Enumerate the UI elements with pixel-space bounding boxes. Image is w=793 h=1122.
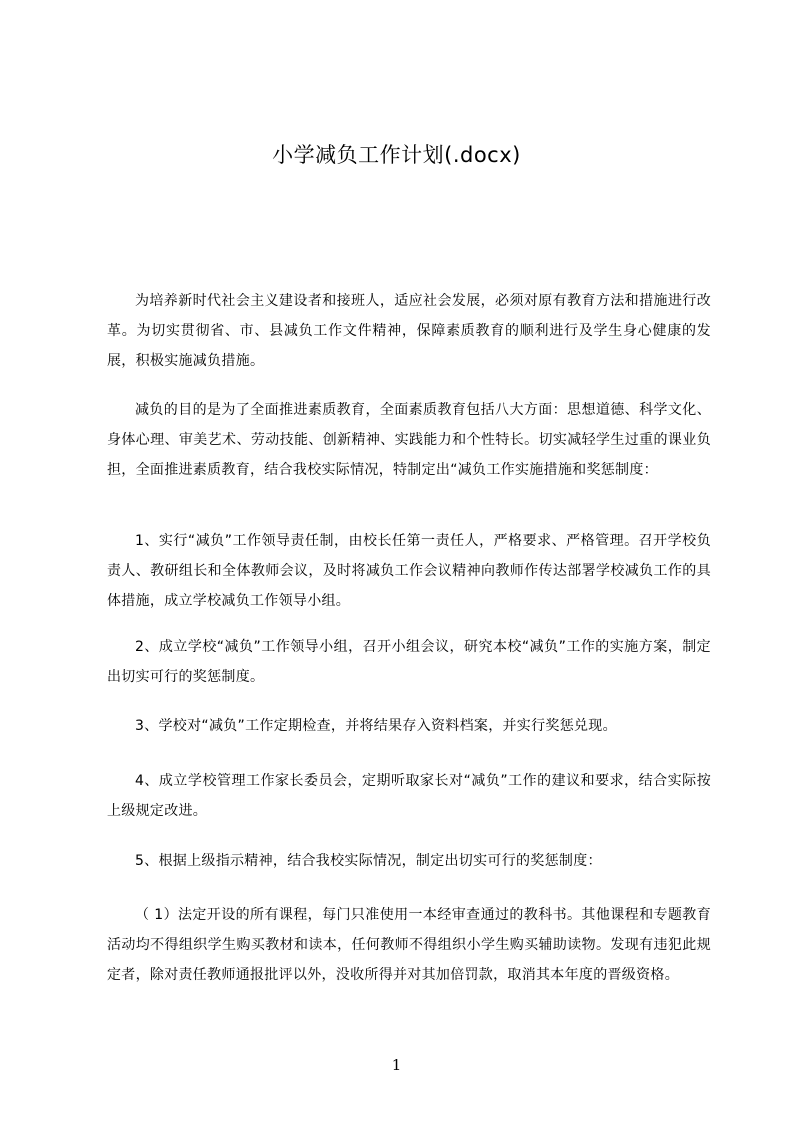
page-number: 1 bbox=[391, 1056, 402, 1074]
paragraph-purpose: 减负的目的是为了全面推进素质教育，全面素质教育包括八大方面：思想道德、科学文化、身体心理、审美艺术、劳动技能、创新精神、实践能力和个性特长。切实减轻学生过重的课业负担，全面推进素质教育，结合我校实际情况，特制定出“减负工作实施措施和奖惩制度： bbox=[107, 402, 711, 478]
paragraph-item-1: 1、实行“减负”工作领导责任制，由校长任第一责任人，严格要求、严格管理。召开学校负责人、教研组长和全体教师会议，及时将减负工作会议精神向教师作传达部署学校减负工作的具体措施，成立学校减负工作领导小组。 bbox=[107, 533, 711, 609]
paragraph-rule-1: （ 1）法定开设的所有课程，每门只准使用一本经审查通过的教科书。其他课程和专题教育活动均不得组织学生购买教材和读本，任何教师不得组织小学生购买辅助读物。发现有违犯此规定者，除对责任教师通报批评以外，没收所得并对其加倍罚款，取消其本年度的晋级资格。 bbox=[107, 907, 711, 983]
paragraph-intro: 为培养新时代社会主义建设者和接班人，适应社会发展，必须对原有教育方法和措施进行改革。为切实贯彻省、市、县减负工作文件精神，保障素质教育的顺利进行及学生身心健康的发展，积极实施减负措施。 bbox=[107, 293, 711, 369]
paragraph-item-5: 5、根据上级指示精神，结合我校实际情况，制定出切实可行的奖惩制度： bbox=[135, 853, 602, 869]
paragraph-item-4: 4、成立学校管理工作家长委员会，定期听取家长对“减负”工作的建议和要求，结合实际按上级规定改进。 bbox=[107, 773, 711, 819]
paragraph-item-3: 3、学校对“减负”工作定期检查，并将结果存入资料档案，并实行奖惩兑现。 bbox=[135, 718, 617, 734]
paragraph-item-2: 2、成立学校“减负”工作领导小组，召开小组会议，研究本校“减负”工作的实施方案，制定出切实可行的奖惩制度。 bbox=[107, 639, 711, 685]
document-title: 小学减负工作计划(.docx) bbox=[272, 143, 521, 167]
